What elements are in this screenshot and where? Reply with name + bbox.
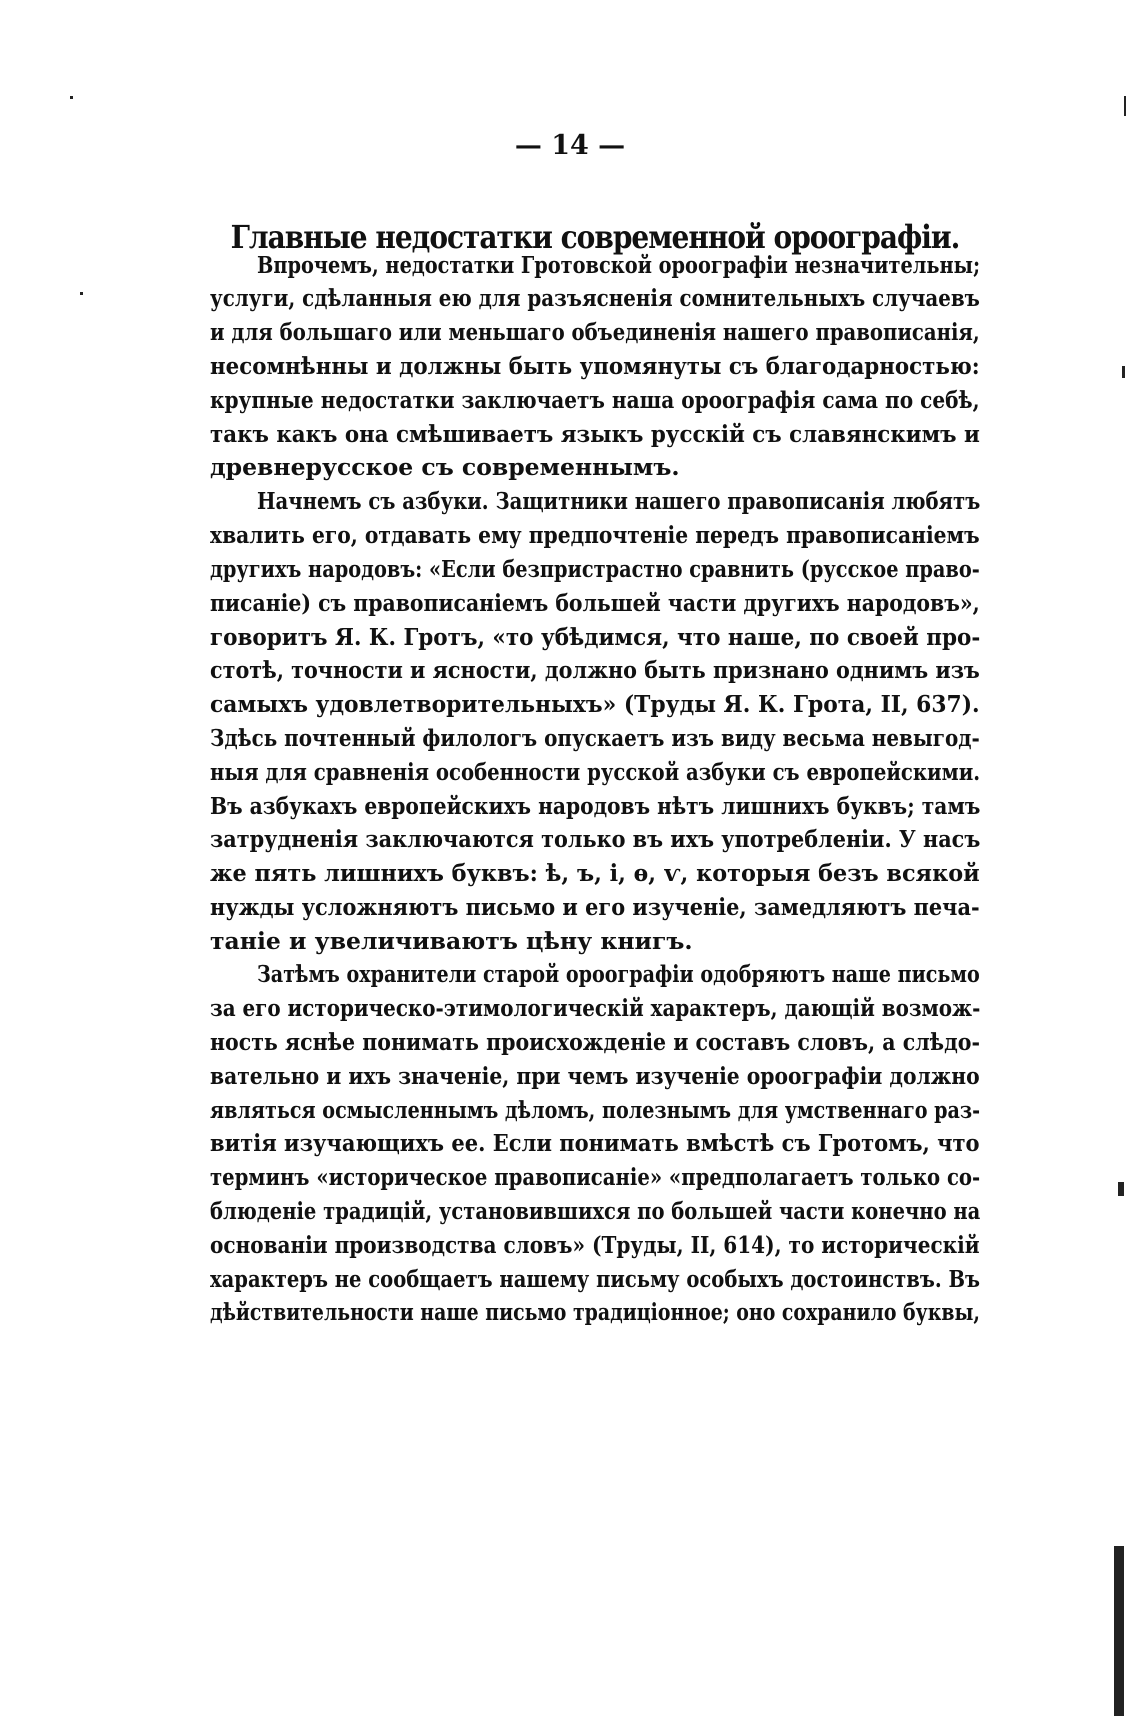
text-line: Затѣмъ охранители старой ороографіи одобряютъ наше письмо	[257, 960, 980, 988]
section-heading: Главные недостатки современной ороографіи.	[230, 218, 960, 256]
text-line: и для большаго или меньшаго объединенія нашего правописанія,	[210, 318, 980, 346]
scan-speck	[1122, 366, 1125, 378]
text-line: же пять лишнихъ буквъ: ѣ, ъ, і, ѳ, ѵ, которыя безъ всякой	[210, 859, 980, 887]
text-line: ность яснѣе понимать происхожденіе и составъ словъ, а слѣдо-	[210, 1028, 980, 1056]
text-line: основаніи производства словъ» (Труды, II, 614), то историческій	[210, 1231, 980, 1259]
text-line: дѣйствительности наше письмо традиціонное; оно сохранило буквы,	[210, 1298, 980, 1326]
text-line: другихъ народовъ: «Если безпристрастно сравнить (русское право-	[210, 555, 980, 583]
scan-speck	[80, 292, 83, 295]
text-line: Въ азбукахъ европейскихъ народовъ нѣтъ лишнихъ буквъ; тамъ	[210, 792, 981, 820]
text-line: Здѣсь почтенный филологъ опускаетъ изъ виду весьма невыгод-	[210, 724, 980, 752]
text-line: писаніе) съ правописаніемъ большей части другихъ народовъ»,	[210, 589, 980, 617]
text-line: характеръ не сообщаетъ нашему письму особыхъ достоинствъ. Въ	[210, 1265, 980, 1293]
scan-edge-bar	[1114, 1546, 1124, 1716]
text-line: затрудненія заключаются только въ ихъ употребленіи. У насъ	[210, 825, 981, 853]
text-line: самыхъ удовлетворительныхъ» (Труды Я. К. Грота, II, 637).	[210, 690, 980, 718]
text-line: такъ какъ она смѣшиваетъ языкъ русскій съ славянскимъ и	[210, 420, 980, 448]
page-number: — 14 —	[514, 130, 626, 161]
text-line: вательно и ихъ значеніе, при чемъ изученіе ороографіи должно	[210, 1062, 980, 1090]
text-line: ныя для сравненія особенности русской азбуки съ европейскими.	[210, 758, 981, 786]
text-line: таніе и увеличиваютъ цѣну книгъ.	[210, 927, 693, 955]
scan-speck	[1124, 96, 1126, 116]
text-line: Начнемъ съ азбуки. Защитники нашего правописанія любятъ	[257, 487, 981, 515]
text-line: услуги, сдѣланныя ею для разъясненія сомнительныхъ случаевъ	[210, 284, 980, 312]
text-line: стотѣ, точности и ясности, должно быть признано однимъ изъ	[210, 656, 980, 684]
text-line: несомнѣнны и должны быть упомянуты съ благодарностью:	[210, 352, 980, 380]
text-line: хвалить его, отдавать ему предпочтеніе передъ правописаніемъ	[210, 521, 980, 549]
text-line: являться осмысленнымъ дѣломъ, полезнымъ для умственнаго раз-	[210, 1096, 981, 1124]
scan-speck	[1118, 1182, 1124, 1196]
text-line: говоритъ Я. К. Гротъ, «то убѣдимся, что наше, по своей про-	[210, 623, 981, 651]
text-line: за его историческо-этимологическій характеръ, дающій возмож-	[210, 994, 981, 1022]
text-line: нужды усложняютъ письмо и его изученіе, замедляютъ печа-	[210, 893, 980, 921]
scan-speck	[70, 96, 73, 99]
text-line: терминъ «историческое правописаніе» «предполагаетъ только со-	[210, 1163, 981, 1191]
text-line: древнерусское съ современнымъ.	[210, 453, 680, 481]
text-line: витія изучающихъ ее. Если понимать вмѣстѣ съ Гротомъ, что	[210, 1129, 980, 1157]
text-line: блюденіе традицій, установившихся по большей части конечно на	[210, 1197, 981, 1225]
text-line: Впрочемъ, недостатки Гротовской ороографіи незначительны;	[257, 251, 981, 279]
text-line: крупные недостатки заключаетъ наша ороографія сама по себѣ,	[210, 386, 980, 414]
